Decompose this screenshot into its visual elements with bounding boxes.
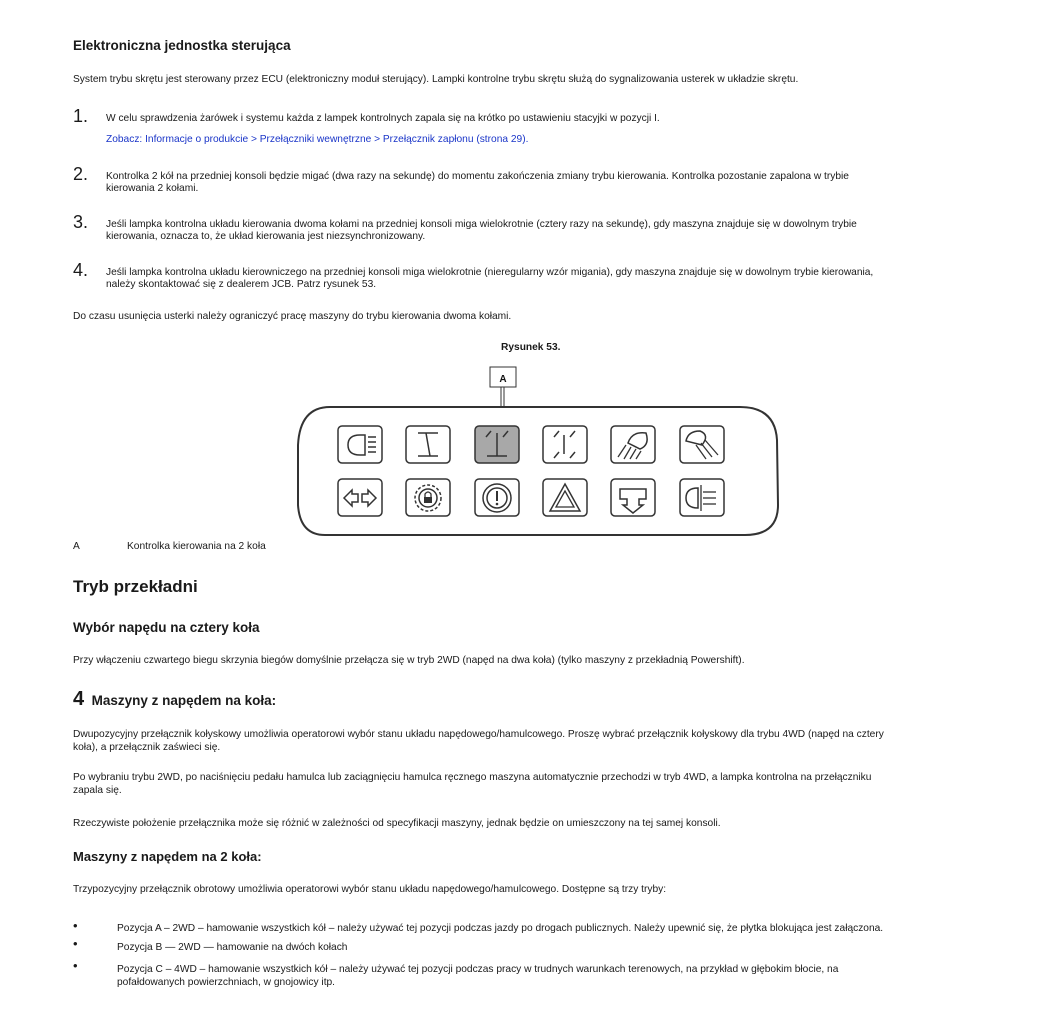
two-wheel-intro: Trzypozycyjny przełącznik obrotowy umożliwia operatorowi wybór stanu układu napędowego/hamulcowego. Dostępne są trzy tryby: bbox=[73, 884, 667, 895]
step-number-2: 2. bbox=[73, 164, 89, 184]
section-title-ecu: Elektroniczna jednostka sterująca bbox=[73, 38, 291, 53]
four-number: 4 bbox=[73, 688, 85, 710]
hazard-icon bbox=[543, 479, 587, 516]
subsection-title-4wd: Wybór napędu na cztery koła bbox=[73, 620, 260, 635]
bullet-text-2: Pozycja B — 2WD — hamowanie na dwóch kołach bbox=[117, 942, 348, 953]
bullet-marker-2: • bbox=[73, 936, 78, 951]
lock-gear-icon bbox=[406, 479, 450, 516]
step-text-2b: kierowania 2 kołami. bbox=[106, 183, 199, 194]
headlight-icon bbox=[338, 426, 382, 463]
step-text-1: W celu sprawdzenia żarówek i systemu każda z lampek kontrolnych zapala się na krótko po ustawieniu stacyjki w pozycji I. bbox=[106, 113, 660, 124]
limit-note: Do czasu usunięcia usterki należy ograniczyć pracę maszyny do trybu kierowania dwoma kołami. bbox=[73, 311, 512, 322]
legend-text: Kontrolka kierowania na 2 koła bbox=[127, 541, 266, 552]
two-wheel-steer-lamp-icon bbox=[475, 426, 519, 463]
seat-belt-icon bbox=[611, 479, 655, 516]
step-text-4a: Jeśli lampka kontrolna układu kierowniczego na przedniej konsoli miga wielokrotnie (nieregularny wzór migania), gdy maszyna znajduje się w dowolnym trybie kierowania, bbox=[106, 267, 874, 278]
four-wheel-heading bbox=[73, 688, 276, 711]
step-text-4b: należy skontaktować się z dealerem JCB. Patrz rysunek 53. bbox=[106, 279, 377, 290]
transmission-intro: Przy włączeniu czwartego biegu skrzynia biegów domyślnie przełącza się w tryb 2WD (napęd na dwa koła) (tylko maszyny z przekładnią Powershift). bbox=[73, 655, 745, 666]
callout-label: A bbox=[499, 374, 507, 385]
step-number-4: 4. bbox=[73, 260, 89, 280]
ecu-intro: System trybu skrętu jest sterowany przez ECU (elektroniczny moduł sterujący). Lampki kontrolne trybu skrętu służą do sygnalizowania usterek w układzie skrętu. bbox=[73, 74, 799, 85]
bullet-text-1: Pozycja A – 2WD – hamowanie wszystkich kół – należy używać tej pozycji podczas jazdy po drogach publicznych. Należy upewnić się, że płytka blokująca jest załączona. bbox=[117, 923, 884, 934]
figure-caption: Rysunek 53. bbox=[501, 342, 561, 353]
position-note: Rzeczywiste położenie przełącznika może się różnić w zależności od specyfikacji maszyny, jednak będzie on umieszczony na tej samej konsoli. bbox=[73, 818, 721, 829]
work-light-front-icon bbox=[611, 426, 655, 463]
step-text-2a: Kontrolka 2 kół na przedniej konsoli będzie migać (dwa razy na sekundę) do momentu zakończenia zmiany trybu kierowania. Kontrolka pozostanie zapalona w trybie bbox=[106, 171, 849, 182]
brake-para-a: Po wybraniu trybu 2WD, po naciśnięciu pedału hamulca lub zaciągnięciu hamulca ręcznego maszyna automatycznie przechodzi w tryb 4WD, a lampka kontrolna na przełączniku bbox=[73, 772, 872, 783]
reference-link[interactable]: Zobacz: Informacje o produkcie > Przełączniki wewnętrzne > Przełącznik zapłonu (strona 29). bbox=[106, 134, 529, 145]
rocker-para-b: koła), a przełącznik zaświeci się. bbox=[73, 742, 221, 753]
section-title-transmission: Tryb przekładni bbox=[73, 577, 198, 596]
legend-key: A bbox=[73, 541, 80, 552]
two-wheel-steer-icon bbox=[406, 426, 450, 463]
rear-fog-icon bbox=[680, 479, 724, 516]
rocker-para-a: Dwupozycyjny przełącznik kołyskowy umożliwia operatorowi wybór stanu układu napędowego/hamulcowego. Proszę wybrać przełącznik kołyskowy dla trybu 4WD (napęd na cztery bbox=[73, 729, 884, 740]
instrument-console-figure bbox=[290, 365, 790, 540]
bullet-marker-3: • bbox=[73, 958, 78, 973]
bullet-text-3b: pofałdowanych powierzchniach, w gnojowicy itp. bbox=[117, 977, 336, 988]
step-text-3b: kierowania, oznacza to, że układ kierowania jest niezsynchronizowany. bbox=[106, 231, 426, 242]
brake-para-b: zapala się. bbox=[73, 785, 122, 796]
four-title: Maszyny z napędem na koła: bbox=[91, 693, 277, 708]
two-wheel-title: Maszyny z napędem na 2 koła: bbox=[73, 849, 262, 864]
bullet-text-3a: Pozycja C – 4WD – hamowanie wszystkich kół – należy używać tej pozycji podczas pracy w trudnych warunkach terenowych, na przykład w głębokim błocie, na bbox=[117, 964, 839, 975]
step-number-1: 1. bbox=[73, 106, 89, 126]
bullet-marker-1: • bbox=[73, 918, 78, 933]
turn-signal-icon bbox=[338, 479, 382, 516]
crab-steer-icon bbox=[543, 426, 587, 463]
work-light-rear-icon bbox=[680, 426, 724, 463]
step-number-3: 3. bbox=[73, 212, 89, 232]
step-text-3a: Jeśli lampka kontrolna układu kierowania dwoma kołami na przedniej konsoli miga wielokrotnie (cztery razy na sekundę), gdy maszyna znajduje się w dowolnym trybie bbox=[106, 219, 857, 230]
parking-brake-icon bbox=[475, 479, 519, 516]
